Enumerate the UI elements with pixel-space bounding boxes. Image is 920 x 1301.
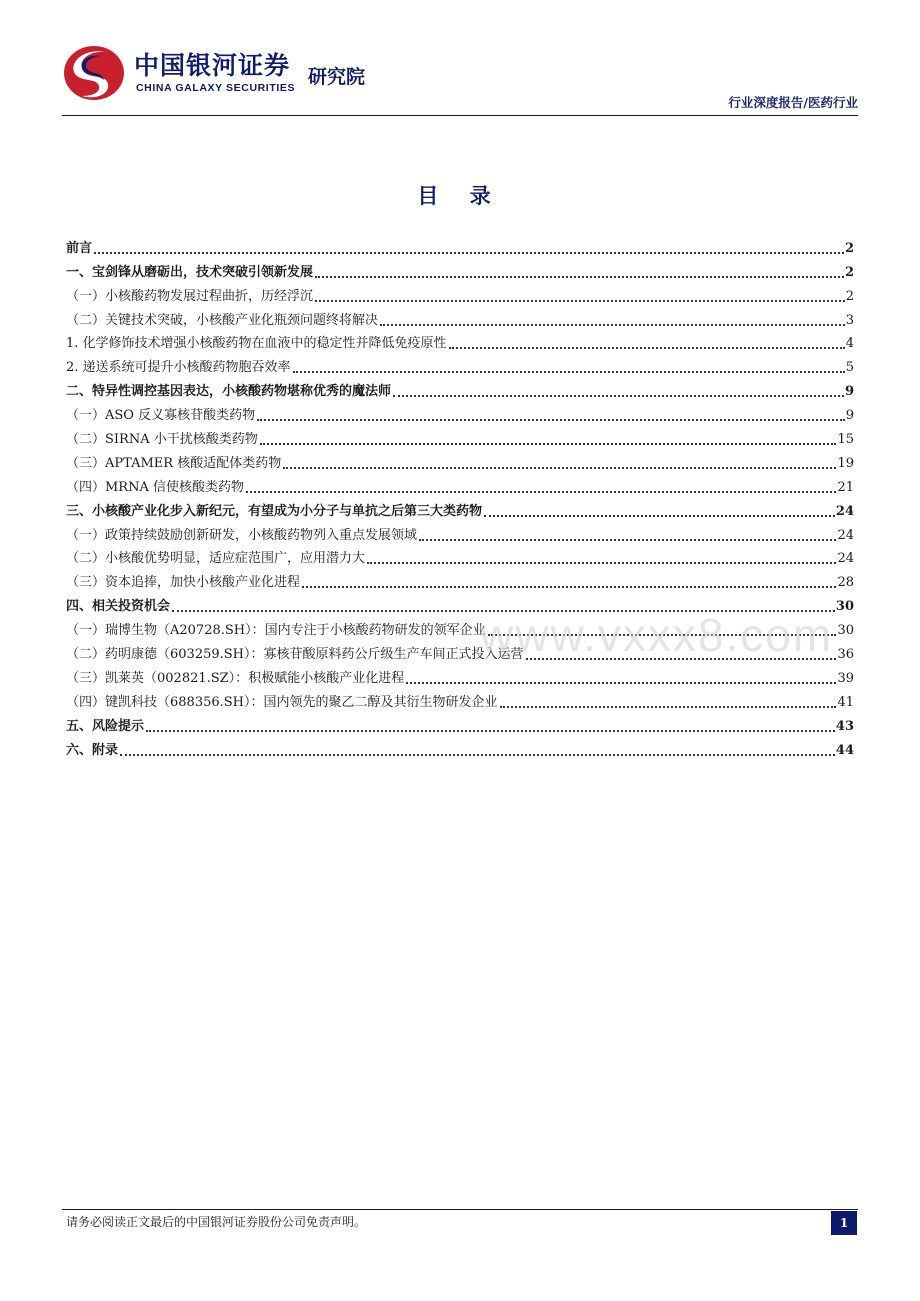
toc-entry[interactable] xyxy=(66,520,854,544)
toc-entry-page: 9 xyxy=(845,408,854,424)
toc-entry[interactable] xyxy=(66,472,854,496)
toc-entry-page: 21 xyxy=(837,479,854,495)
toc-leader-dots xyxy=(393,395,844,397)
toc-entry-page: 41 xyxy=(837,694,854,710)
toc-entry-page: 43 xyxy=(835,718,854,734)
toc-entry[interactable] xyxy=(66,305,854,329)
report-type: 行业深度报告/医药行业 xyxy=(728,95,858,110)
toc-entry-page: 30 xyxy=(835,599,854,615)
toc-entry[interactable] xyxy=(66,376,854,400)
toc-entry-title: 五、风险提示 xyxy=(66,718,145,734)
toc-entry-title: 一、宝剑锋从磨砺出，技术突破引领新发展 xyxy=(66,264,314,280)
toc-entry[interactable] xyxy=(66,424,854,448)
toc-entry-title: 1. 化学修饰技术增强小核酸药物在血液中的稳定性并降低免疫原性 xyxy=(66,336,447,352)
toc-entry-title: （一）ASO 反义寡核苷酸类药物 xyxy=(66,408,256,424)
toc-entry-title: （一）瑞博生物（A20728.SH）：国内专注于小核酸药物研发的领军企业 xyxy=(66,623,486,639)
header-divider xyxy=(62,115,858,116)
toc-entry[interactable] xyxy=(66,400,854,424)
toc-entry-title: （四）MRNA 信使核酸类药物 xyxy=(66,479,244,495)
toc-entry[interactable] xyxy=(66,233,854,257)
toc-leader-dots xyxy=(406,682,836,684)
toc-entry[interactable] xyxy=(66,663,854,687)
toc-leader-dots xyxy=(484,515,835,517)
toc-entry-page: 30 xyxy=(837,623,854,639)
toc-leader-dots xyxy=(120,754,835,756)
toc-entry-title: 三、小核酸产业化步入新纪元，有望成为小分子与单抗之后第三大类药物 xyxy=(66,503,483,519)
toc-entry-page: 28 xyxy=(837,575,854,591)
toc-leader-dots xyxy=(246,491,836,493)
toc-leader-dots xyxy=(367,562,836,564)
toc-leader-dots xyxy=(419,539,836,541)
toc-leader-dots xyxy=(293,371,845,373)
toc-entry-title: （二）SIRNA 小干扰核酸类药物 xyxy=(66,432,258,448)
page-number: 1 xyxy=(831,1211,857,1235)
toc-leader-dots xyxy=(315,276,844,278)
brand-name-cn: 中国银河证券 xyxy=(134,51,291,80)
toc-entry-title: 2. 递送系统可提升小核酸药物胞吞效率 xyxy=(66,360,291,376)
toc-entry[interactable] xyxy=(66,329,854,353)
toc-entry[interactable] xyxy=(66,352,854,376)
toc-entry-page: 24 xyxy=(837,527,854,543)
toc-entry[interactable] xyxy=(66,281,854,305)
toc-entry-title: 前言 xyxy=(66,240,93,256)
watermark: www.vxxx8.com xyxy=(480,609,834,661)
toc-entry-title: （三）凯莱英（002821.SZ）：积极赋能小核酸产业化进程 xyxy=(66,670,405,686)
toc-entry[interactable] xyxy=(66,496,854,520)
toc-entry[interactable] xyxy=(66,448,854,472)
toc-entry-title: （一）政策持续鼓励创新研发，小核酸药物列入重点发展领域 xyxy=(66,527,418,543)
toc-entry[interactable] xyxy=(66,544,854,568)
toc-title: 目 录 xyxy=(417,184,503,208)
toc-entry-title: （四）键凯科技（688356.SH）：国内领先的聚乙二醇及其衍生物研发企业 xyxy=(66,694,498,710)
toc-entry-title: 四、相关投资机会 xyxy=(66,599,171,615)
toc-entry-title: 六、附录 xyxy=(66,742,119,758)
toc-entry[interactable] xyxy=(66,687,854,711)
toc-entry[interactable] xyxy=(66,567,854,591)
page-header xyxy=(62,40,858,116)
toc-entry-page: 15 xyxy=(837,432,854,448)
toc-entry-page: 36 xyxy=(837,647,854,663)
toc-entry-title: （三）APTAMER 核酸适配体类药物 xyxy=(66,455,282,471)
toc-leader-dots xyxy=(260,443,837,445)
toc-entry-page: 5 xyxy=(845,360,854,376)
toc-entry-page: 24 xyxy=(835,503,854,519)
toc-entry-page: 39 xyxy=(837,670,854,686)
toc-entry-page: 44 xyxy=(835,742,854,758)
toc-entry-page: 3 xyxy=(845,312,854,328)
toc-entry-title: （二）小核酸优势明显，适应症范围广，应用潜力大 xyxy=(66,551,366,567)
toc-entry[interactable] xyxy=(66,257,854,281)
toc-entry-page: 9 xyxy=(844,384,854,400)
toc-entry-title: 二、特异性调控基因表达，小核酸药物堪称优秀的魔法师 xyxy=(66,384,392,400)
toc-leader-dots xyxy=(380,324,845,326)
toc-entry-page: 19 xyxy=(837,455,854,471)
toc-entry-page: 4 xyxy=(845,336,854,352)
toc-leader-dots xyxy=(302,586,836,588)
toc-entry-title: （二）关键技术突破，小核酸产业化瓶颈问题终将解决 xyxy=(66,312,379,328)
toc-leader-dots xyxy=(283,467,836,469)
toc-entry-page: 24 xyxy=(837,551,854,567)
table-of-contents xyxy=(66,233,854,759)
toc-leader-dots xyxy=(449,347,845,349)
toc-entry-title: （一）小核酸药物发展过程曲折，历经浮沉 xyxy=(66,288,314,304)
toc-leader-dots xyxy=(257,419,845,421)
footer-disclaimer: 请务必阅读正文最后的中国银河证券股份公司免责声明。 xyxy=(66,1215,367,1229)
toc-entry-page: 2 xyxy=(844,240,854,256)
toc-entry[interactable] xyxy=(66,735,854,759)
toc-leader-dots xyxy=(500,706,837,708)
toc-entry-title: （三）资本追捧，加快小核酸产业化进程 xyxy=(66,575,301,591)
toc-leader-dots xyxy=(315,300,845,302)
galaxy-logo-icon xyxy=(62,44,126,102)
toc-leader-dots xyxy=(94,252,844,254)
toc-entry-page: 2 xyxy=(845,288,854,304)
toc-entry-title: （二）药明康德（603259.SH）：寡核苷酸原料药公斤级生产车间正式投入运营 xyxy=(66,647,524,663)
institute-label: 研究院 xyxy=(308,66,366,88)
toc-leader-dots xyxy=(146,730,835,732)
toc-entry[interactable] xyxy=(66,711,854,735)
brand-name-en: CHINA GALAXY SECURITIES xyxy=(136,82,296,94)
footer-divider xyxy=(62,1209,858,1210)
toc-entry-page: 2 xyxy=(844,264,854,280)
